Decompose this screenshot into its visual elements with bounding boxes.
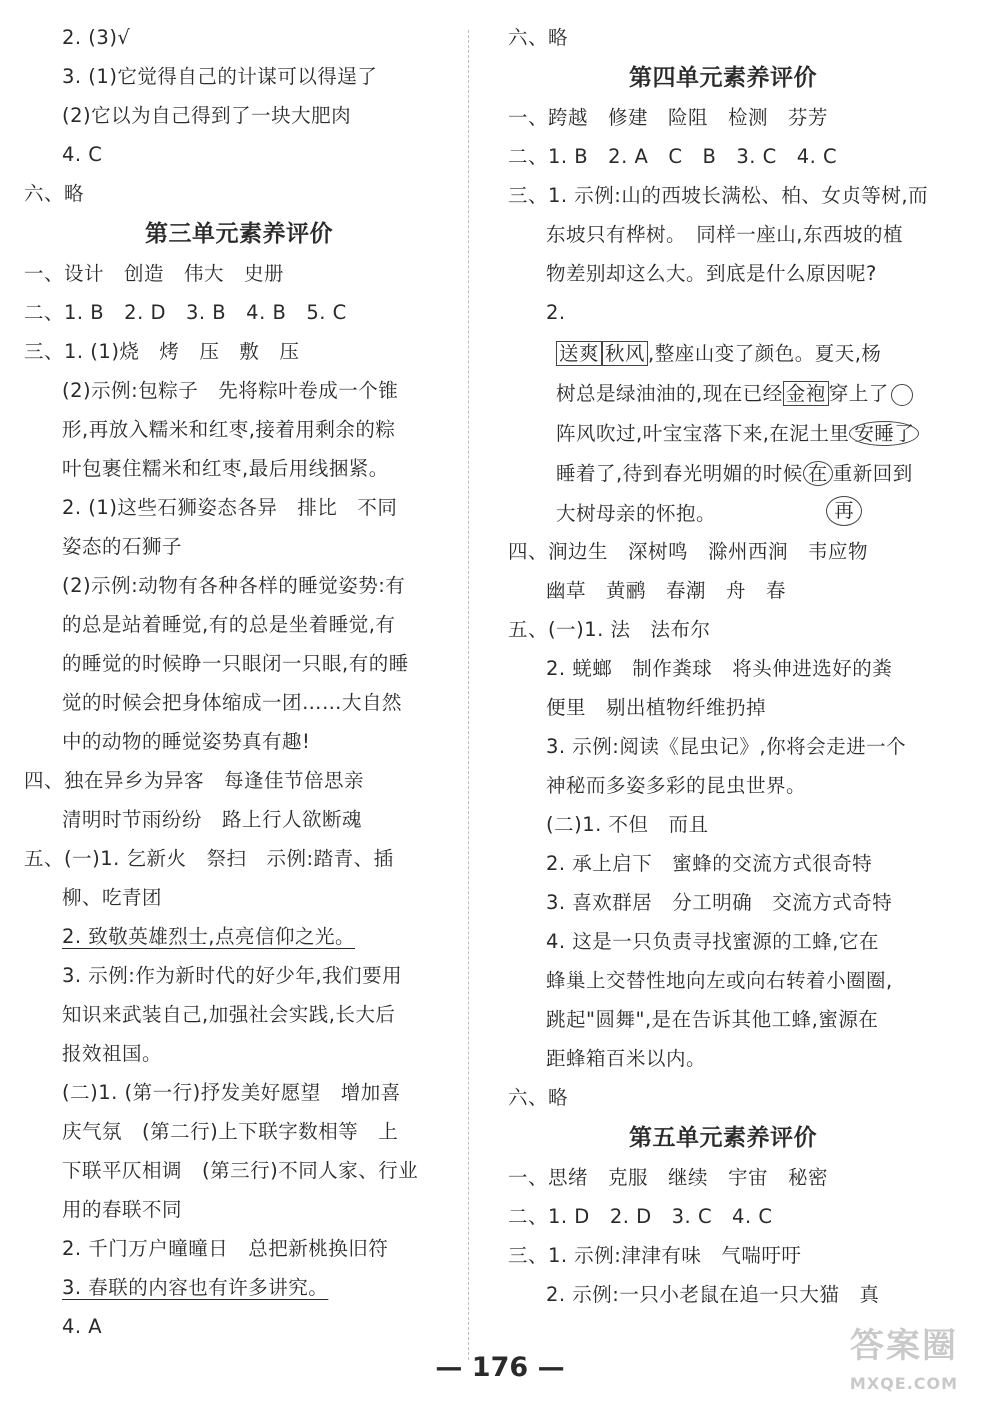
answer-line (24, 449, 454, 488)
answer-text: 叶包裹住糯米和红枣,最后用线捆紧。 (62, 457, 389, 480)
answer-line (24, 293, 454, 332)
figure-row-1 (556, 334, 881, 374)
answer-line (24, 96, 454, 135)
answer-line (508, 727, 938, 766)
circled-word: 在 (803, 461, 833, 486)
answer-line (24, 605, 454, 644)
figure-row-3 (556, 414, 919, 454)
answer-text: 清明时节雨纷纷 路上行人欲断魂 (62, 808, 363, 831)
answer-line (24, 174, 454, 213)
answer-line (508, 610, 938, 649)
answer-line (508, 571, 938, 610)
answer-text: 五、(一)1. 乞新火 祭扫 示例:踏青、插 (24, 847, 394, 870)
answer-text: 五、(一)1. 法 法布尔 (508, 618, 711, 641)
answer-line (508, 1000, 938, 1039)
answer-text: 六、略 (508, 26, 569, 49)
answer-text: 庆气氛 (第二行)上下联字数相等 上 (62, 1120, 399, 1143)
answer-text: 六、略 (24, 182, 85, 205)
answer-text: 下联平仄相调 (第三行)不同人家、行业 (62, 1159, 419, 1182)
answer-line (24, 371, 454, 410)
answer-line (24, 1190, 454, 1229)
left-column (24, 18, 454, 1346)
answer-text: 2. 示例:一只小老鼠在追一只大猫 真 (546, 1283, 880, 1306)
answer-line (24, 527, 454, 566)
answer-line (24, 683, 454, 722)
proofread-mark-icon (891, 384, 913, 406)
answer-text: 三、1. (1)烧 烤 压 敷 压 (24, 340, 300, 363)
answer-text: 跳起"圆舞",是在告诉其他工蜂,蜜源在 (546, 1008, 879, 1031)
answer-text: 神秘而多姿多彩的昆虫世界。 (546, 774, 807, 797)
boxed-word: 秋风 (602, 341, 648, 366)
right-top-block (508, 18, 938, 332)
answer-line (508, 922, 938, 961)
answer-line (508, 215, 938, 254)
figure-row-5 (556, 494, 716, 534)
answer-line (508, 98, 938, 137)
answer-text: 觉的时候会把身体缩成一团……大自然 (62, 691, 403, 714)
answer-line (508, 532, 938, 571)
answer-line (508, 1078, 938, 1117)
answer-text: 3. 喜欢群居 分工明确 交流方式奇特 (546, 891, 893, 914)
answer-line (24, 18, 454, 57)
answer-line (24, 644, 454, 683)
answer-text: 2. (546, 301, 566, 324)
answer-text: (二)1. (第一行)抒发美好愿望 增加喜 (62, 1081, 401, 1104)
answer-line (24, 995, 454, 1034)
figure-text: ,整座山变了颜色。夏天,杨 (648, 342, 882, 365)
answer-line (24, 566, 454, 605)
answer-line (508, 1275, 938, 1314)
answer-text: 的睡觉的时候睁一只眼闭一只眼,有的睡 (62, 652, 409, 675)
answer-text: 用的春联不同 (62, 1198, 183, 1221)
answer-text: 3. 示例:阅读《昆虫记》,你将会走进一个 (546, 735, 907, 758)
answer-text: 4. A (62, 1315, 103, 1338)
answer-text: 第三单元素养评价 (145, 220, 333, 247)
correction-circle: 再 (826, 496, 862, 526)
figure-text: 睡着了,待到春光明媚的时候 (556, 462, 803, 485)
answer-line (508, 1197, 938, 1236)
answer-text: 报效祖国。 (62, 1042, 163, 1065)
answer-line (508, 254, 938, 293)
answer-text: 中的动物的睡觉姿势真有趣! (62, 730, 311, 753)
answer-line (24, 254, 454, 293)
circled-word: 安睡了 (849, 421, 919, 446)
answer-text: 3. 示例:作为新时代的好少年,我们要用 (62, 964, 403, 987)
answer-line (508, 1236, 938, 1275)
answer-text: 的总是站着睡觉,有的总是坐着睡觉,有 (62, 613, 396, 636)
answer-text: 三、1. 示例:山的西坡长满松、柏、女贞等树,而 (508, 184, 929, 207)
answer-text: 二、1. B 2. D 3. B 4. B 5. C (24, 301, 347, 324)
watermark-url: MXQE.COM (849, 1374, 959, 1393)
answer-line (24, 917, 454, 956)
section-heading (508, 57, 938, 98)
answer-line (24, 332, 454, 371)
answer-text: 知识来武装自己,加强社会实践,长大后 (62, 1003, 396, 1026)
answer-line (24, 761, 454, 800)
answer-text: 3. 春联的内容也有许多讲究。 (62, 1276, 329, 1299)
answer-line (24, 1151, 454, 1190)
boxed-word: 送爽 (556, 341, 602, 366)
answer-line (508, 1158, 938, 1197)
figure-row-4 (556, 454, 913, 494)
answer-text: 柳、吃青团 (62, 886, 163, 909)
figure-text: 树总是绿油油的,现在已经 (556, 382, 783, 405)
column-divider (468, 30, 469, 1360)
answer-line (24, 722, 454, 761)
answer-text: (2)示例:动物有各种各样的睡觉姿势:有 (62, 574, 406, 597)
answer-text: 东坡只有桦树。 同样一座山,东西坡的植 (546, 223, 903, 246)
boxed-word: 金袍 (783, 381, 829, 406)
annotated-passage-figure (508, 332, 938, 532)
right-bottom-block (508, 532, 938, 1314)
answer-line (24, 488, 454, 527)
page-number: — 176 — (435, 1352, 565, 1383)
answer-text: 2. (3)√ (62, 26, 131, 49)
section-heading (508, 1117, 938, 1158)
answer-text: 4. C (62, 143, 103, 166)
answer-text: 二、1. B 2. A C B 3. C 4. C (508, 145, 838, 168)
answer-line (24, 1073, 454, 1112)
answer-line (508, 844, 938, 883)
answer-text: 二、1. D 2. D 3. C 4. C (508, 1205, 773, 1228)
figure-row-2 (556, 374, 913, 414)
answer-line (508, 805, 938, 844)
answer-line (24, 135, 454, 174)
answer-line (24, 800, 454, 839)
answer-line (24, 1229, 454, 1268)
answer-text: 蜂巢上交替性地向左或向右转着小圈圈, (546, 969, 893, 992)
answer-text: 幽草 黄鹂 春潮 舟 春 (546, 579, 787, 602)
figure-text: 重新回到 (832, 462, 913, 485)
answer-line (24, 1112, 454, 1151)
answer-line (24, 410, 454, 449)
answer-text: 2. 蜣螂 制作粪球 将头伸进选好的粪 (546, 657, 893, 680)
answer-line (508, 1039, 938, 1078)
answer-line (24, 57, 454, 96)
answer-text: 第五单元素养评价 (629, 1124, 817, 1151)
answer-text: 四、涧边生 深树鸣 滁州西涧 韦应物 (508, 540, 869, 563)
right-column (508, 18, 938, 1314)
answer-line (24, 956, 454, 995)
answer-line (24, 1268, 454, 1307)
figure-text: 穿上了 (828, 382, 889, 405)
answer-text: 便里 剔出植物纤维扔掉 (546, 696, 767, 719)
figure-text: 阵风吹过,叶宝宝落下来,在泥土里 (556, 422, 850, 445)
answer-line (508, 649, 938, 688)
answer-text: 一、思绪 克服 继续 宇宙 秘密 (508, 1166, 829, 1189)
answer-line (24, 1307, 454, 1346)
answer-text: 形,再放入糯米和红枣,接着用剩余的粽 (62, 418, 396, 441)
answer-text: 2. 千门万户曈曈日 总把新桃换旧符 (62, 1237, 389, 1260)
answer-text: 一、设计 创造 伟大 史册 (24, 262, 285, 285)
answer-text: (二)1. 不但 而且 (546, 813, 709, 836)
answer-text: 一、跨越 修建 险阻 检测 芬芳 (508, 106, 829, 129)
answer-line (508, 961, 938, 1000)
answer-line (24, 1034, 454, 1073)
answer-line (24, 839, 454, 878)
answer-text: 2. 承上启下 蜜蜂的交流方式很奇特 (546, 852, 873, 875)
answer-line (508, 766, 938, 805)
answer-text: 姿态的石狮子 (62, 535, 183, 558)
answer-text: 三、1. 示例:津津有味 气喘吁吁 (508, 1244, 802, 1267)
watermark-logo (824, 1318, 984, 1410)
section-heading (24, 213, 454, 254)
answer-text: 第四单元素养评价 (629, 64, 817, 91)
answer-text: 2. 致敬英雄烈士,点亮信仰之光。 (62, 925, 356, 948)
answer-line (508, 883, 938, 922)
answer-text: 4. 这是一只负责寻找蜜源的工蜂,它在 (546, 930, 880, 953)
answer-text: (2)它以为自己得到了一块大肥肉 (62, 104, 352, 127)
answer-text: 3. (1)它觉得自己的计谋可以得逞了 (62, 65, 378, 88)
answer-line (508, 688, 938, 727)
answer-text: 2. (1)这些石狮姿态各异 排比 不同 (62, 496, 398, 519)
answer-text: 物差别却这么大。到底是什么原因呢? (546, 262, 877, 285)
answer-text: 四、独在异乡为异客 每逢佳节倍思亲 (24, 769, 365, 792)
answer-line (508, 137, 938, 176)
watermark-text: 答案圈 (850, 1326, 958, 1366)
answer-line (508, 293, 938, 332)
answer-text: 距蜂箱百米以内。 (546, 1047, 707, 1070)
answer-line (508, 176, 938, 215)
answer-line (508, 18, 938, 57)
answer-text: 六、略 (508, 1086, 569, 1109)
figure-text: 大树母亲的怀抱。 (556, 502, 717, 525)
answer-line (24, 878, 454, 917)
answer-text: (2)示例:包粽子 先将粽叶卷成一个锥 (62, 379, 399, 402)
